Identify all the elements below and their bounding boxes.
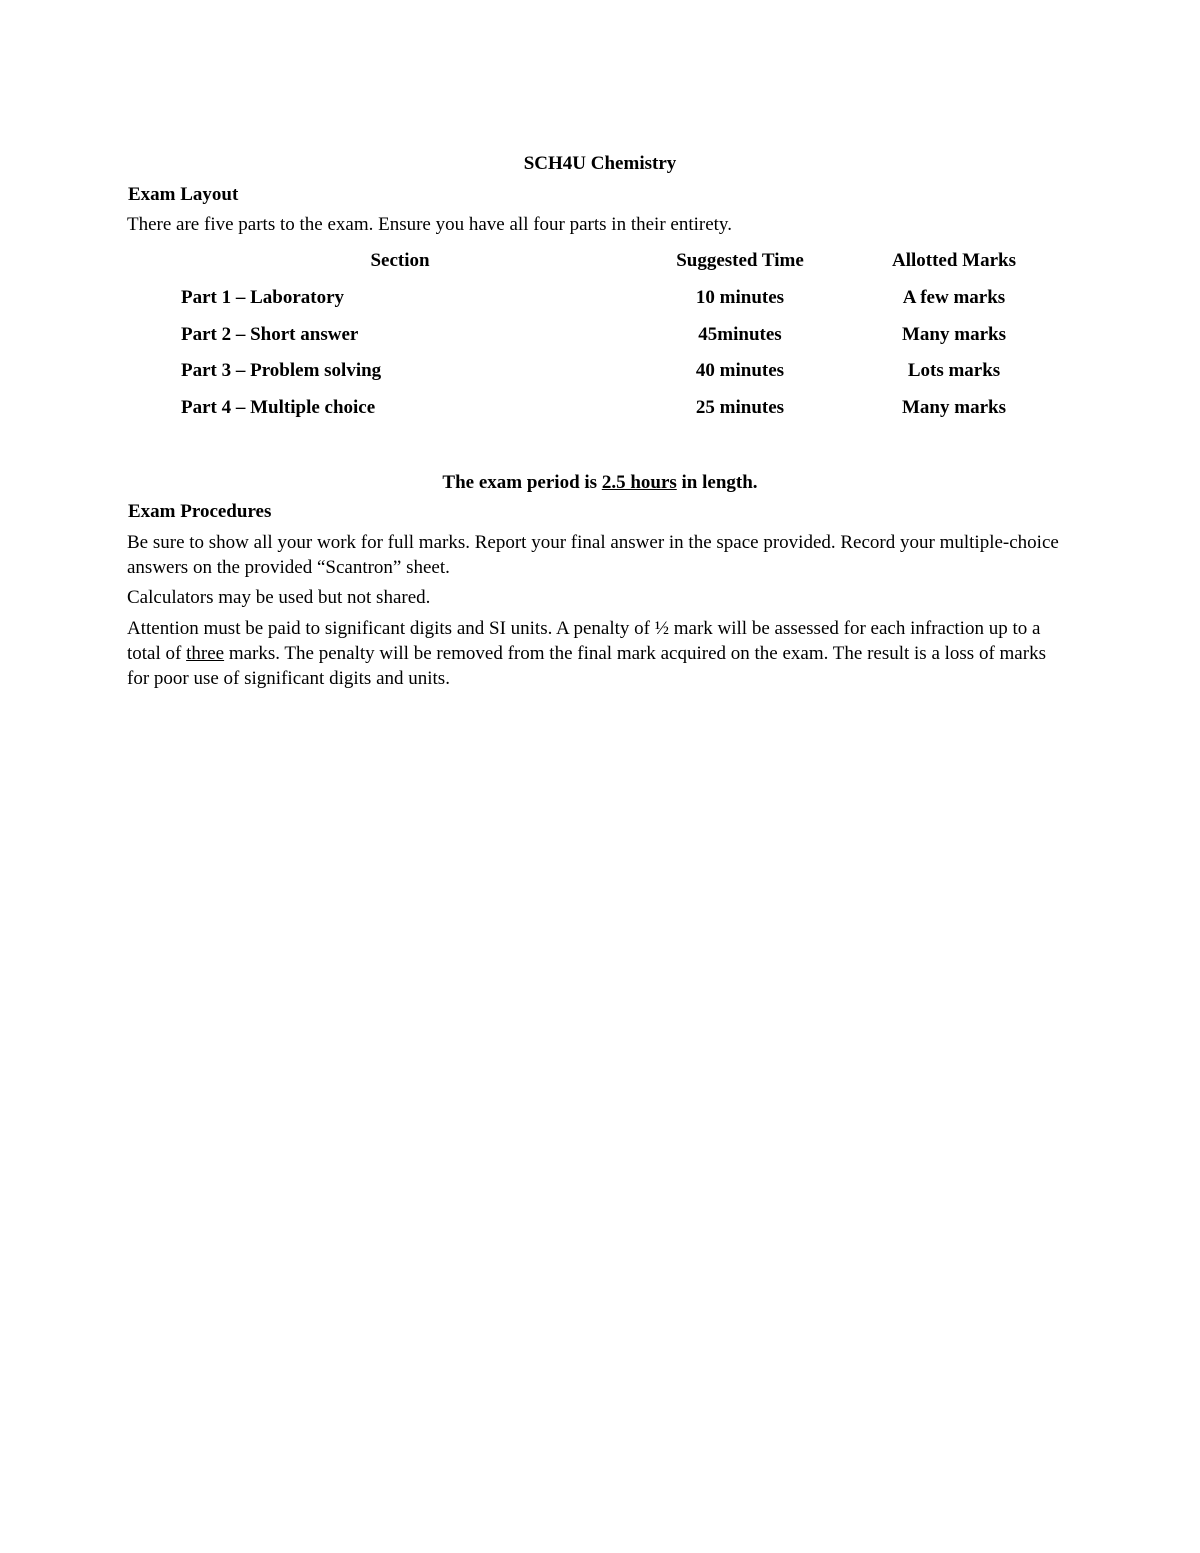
document-title: SCH4U Chemistry — [523, 153, 677, 174]
table-row — [0, 285, 1200, 311]
table-row — [0, 322, 1200, 348]
row-time: 10 minutes — [695, 287, 785, 308]
procedures-paragraph-work: Be sure to show all your work for full marks. Report your final answer in the space provided. Record your multiple-choice answers on the provided “Scantron” sheet. — [127, 532, 1059, 578]
row-section: Part 1 – Laboratory — [181, 287, 345, 308]
row-time: 45minutes — [698, 324, 782, 345]
penalty-max-marks: three — [186, 643, 225, 664]
row-marks: Lots marks — [907, 360, 1001, 381]
table-header-row — [0, 248, 1200, 274]
row-section: Part 4 – Multiple choice — [181, 397, 376, 418]
penalty-text-before: Attention must be paid to significant digits and SI units. A penalty of ½ mark will be assessed for each infraction up to a total of — [127, 618, 1041, 664]
row-section: Part 3 – Problem solving — [181, 360, 382, 381]
procedures-paragraph-calculators: Calculators may be used but not shared. — [127, 587, 431, 608]
row-marks: A few marks — [902, 287, 1006, 308]
row-marks: Many marks — [902, 397, 1006, 418]
exam-period-before: The exam period is — [442, 472, 602, 493]
row-time: 40 minutes — [695, 360, 785, 381]
table-row — [0, 395, 1200, 421]
header-section: Section — [370, 250, 430, 271]
exam-period-duration: 2.5 hours — [601, 472, 677, 493]
exam-procedures-heading: Exam Procedures — [128, 501, 272, 522]
row-marks: Many marks — [902, 324, 1006, 345]
row-time: 25 minutes — [695, 397, 785, 418]
table-row — [0, 358, 1200, 384]
exam-period-line — [0, 471, 1200, 495]
exam-period-after: in length. — [676, 472, 758, 493]
penalty-text-after: marks. The penalty will be removed from the final mark acquired on the exam. The result is a loss of marks for poor use of significant digits and units. — [127, 643, 1046, 689]
header-allotted-marks: Allotted Marks — [891, 250, 1016, 271]
exam-layout-intro: There are five parts to the exam. Ensure you have all four parts in their entirety. — [127, 214, 732, 235]
procedures-paragraph-penalty — [127, 616, 1067, 691]
row-section: Part 2 – Short answer — [181, 324, 359, 345]
header-suggested-time: Suggested Time — [676, 250, 804, 271]
exam-layout-heading: Exam Layout — [128, 184, 239, 205]
